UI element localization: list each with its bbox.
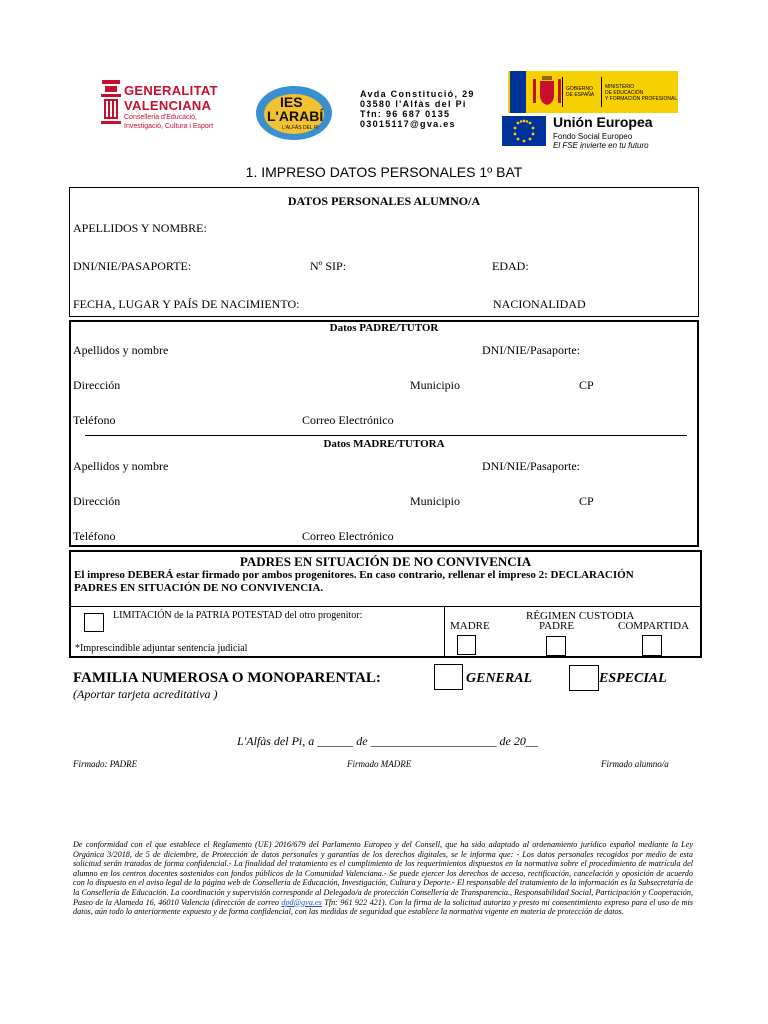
eu-sub1: Fondo Social Europeo xyxy=(553,132,633,141)
legal-notice xyxy=(73,840,693,917)
student-birth-label[interactable]: FECHA, LUGAR Y PAÍS DE NACIMIENTO: xyxy=(73,297,300,311)
gobierno-logo xyxy=(508,71,678,113)
father-address-label[interactable]: Dirección xyxy=(73,378,121,392)
father-cp-label[interactable]: CP xyxy=(579,378,594,392)
page-title: 1. IMPRESO DATOS PERSONALES 1º BAT xyxy=(245,164,523,180)
custodia-madre-label: MADRE xyxy=(450,620,490,632)
address-line: Avda Constitució, 29 xyxy=(360,89,475,99)
signature-madre: Firmado MADRE xyxy=(347,759,412,769)
father-phone-label[interactable]: Teléfono xyxy=(73,413,116,427)
address-line: Tfn: 96 687 0135 xyxy=(360,109,451,119)
student-nationality-label[interactable]: NACIONALIDAD xyxy=(493,297,586,311)
gov-separator xyxy=(562,77,563,107)
parents-divider xyxy=(85,435,687,436)
familia-note: (Aportar tarjeta acreditativa ) xyxy=(73,687,218,701)
gov-separator xyxy=(601,77,602,107)
student-dni-label[interactable]: DNI/NIE/PASAPORTE: xyxy=(73,259,192,273)
school-address xyxy=(360,89,475,129)
mother-name-label[interactable]: Apellidos y nombre xyxy=(73,459,169,473)
generalitat-logo xyxy=(80,60,236,128)
mother-cp-label[interactable]: CP xyxy=(579,494,594,508)
place-date-line[interactable]: L'Alfàs del Pi, a ______ de _____________________ de 20__ xyxy=(237,734,538,748)
student-sip-label[interactable]: Nº SIP: xyxy=(310,259,347,273)
regimen-label: RÉGIMEN CUSTODIA xyxy=(526,610,635,622)
no-convivencia-text-1: El impreso DEBERÁ estar firmado por ambos progenitores. En caso contrario, rellenar el impreso 2: DECLARACIÓN xyxy=(74,569,634,581)
father-email-label[interactable]: Correo Electrónico xyxy=(302,413,394,427)
custodia-compartida-checkbox[interactable] xyxy=(642,635,662,656)
legal-text-before: De conformidad con el que establece el Reglamento (UE) 2016/679 del Parlamento Europeo y del Consell, que ha sido adaptado al ordenamiento jurídico español mediante la Ley Orgánica 3/2018, de 5 de diciembre, de Protección de datos personales y garantías de los derechos digitales, se le informa que: - Los datos personales recogidos por medio de esta solicitud serán tratados de forma confidencial.- La finalidad del tratamiento es el cumplimiento de los requerimientos dispuestos en la normativa sobre el procedimiento de matrícula del alumno en los centros docentes sostenidos con fondos públicos de la Comunidad Valenciana.- Se puede ejercer los derechos de acceso, rectificación, cancelación y oposición de acuerdo con lo dispuesto en el aviso legal de la página web de Conselleria de Educación, Investigación, Cultura y Deporte.- El responsable del tratamiento de la información es la Subsecretaría de la Consellería de Educación. La coordinación y supervisión corresponde al Delegado/a de protección Consellería de Transparencia., Responsabilidad Social, Participación y Cooperación, Paseo de la Alameda 16, 46010 Valencia (dirección de correo xyxy=(73,840,693,907)
father-heading: Datos PADRE/TUTOR xyxy=(329,322,439,334)
gov-line2: DE ESPAÑA xyxy=(566,92,595,98)
coat-of-arms-icon xyxy=(532,75,562,109)
mother-address-label[interactable]: Dirección xyxy=(73,494,121,508)
address-line: 03580 l'Alfàs del Pi xyxy=(360,99,467,109)
ministry-line3: Y FORMACIÓN PROFESIONAL xyxy=(605,96,678,102)
address-line: 03015117@gva.es xyxy=(360,119,456,129)
ies-line2: L'ARABÍ xyxy=(267,108,324,124)
no-convivencia-divider xyxy=(71,606,700,607)
mother-heading: Datos MADRE/TUTORA xyxy=(323,438,445,450)
custodia-padre-label: PADRE xyxy=(539,620,575,632)
legal-text-after: Tfn: 961 922 421). Con la firma de la solicitud autorizo y presto mi consentimiento expreso para el uso de mis datos, aún todo lo anteriormente expuesto y de forma confidencial, con las medidas de seguridad que establece la normativa vigente en materia de protección de datos. xyxy=(73,897,693,917)
limitacion-checkbox[interactable] xyxy=(84,613,104,632)
father-dni-label[interactable]: DNI/NIE/Pasaporte: xyxy=(482,343,580,357)
student-heading: DATOS PERSONALES ALUMNO/A xyxy=(287,194,481,208)
gov-line1: GOBIERNO xyxy=(566,86,593,92)
sentencia-note: *Imprescindible adjuntar sentencia judicial xyxy=(75,643,248,654)
ies-sub: L'ALFÀS DEL PI xyxy=(282,125,319,131)
signature-padre: Firmado: PADRE xyxy=(73,759,138,769)
no-convivencia-vdivider xyxy=(444,606,445,656)
familia-general-label: GENERAL xyxy=(466,671,533,686)
familia-especial-label: ESPECIAL xyxy=(599,671,667,686)
familia-general-checkbox[interactable] xyxy=(434,664,463,690)
custodia-compartida-label: COMPARTIDA xyxy=(618,620,690,632)
familia-label: FAMILIA NUMEROSA O MONOPARENTAL: xyxy=(73,670,381,686)
eu-flag-icon xyxy=(502,116,546,146)
custodia-padre-checkbox[interactable] xyxy=(546,636,566,656)
eu-mini-flag xyxy=(510,71,526,113)
gv-sub2: Investigació, Cultura i Esport xyxy=(124,123,214,130)
no-convivencia-text-2: PADRES EN SITUACIÓN DE NO CONVIVENCIA. xyxy=(74,582,324,594)
ies-logo xyxy=(254,84,334,142)
familia-especial-checkbox[interactable] xyxy=(569,665,599,691)
no-convivencia-heading: PADRES EN SITUACIÓN DE NO CONVIVENCIA xyxy=(239,554,532,569)
gv-line2: VALENCIANA xyxy=(124,98,212,113)
signature-alumno: Firmado alumno/a xyxy=(601,759,669,769)
custodia-madre-checkbox[interactable] xyxy=(457,635,476,655)
father-town-label[interactable]: Municipio xyxy=(410,378,460,392)
eu-sub2: El FSE invierte en tu futuro xyxy=(553,141,649,150)
ministry-line1: MINISTERIO xyxy=(605,84,635,90)
ministry-line2: DE EDUCACIÓN xyxy=(605,90,644,96)
mother-town-label[interactable]: Municipio xyxy=(410,494,460,508)
mother-email-label[interactable]: Correo Electrónico xyxy=(302,529,394,543)
eu-title: Unión Europea xyxy=(553,114,653,130)
union-europea-logo xyxy=(502,114,678,152)
mother-phone-label[interactable]: Teléfono xyxy=(73,529,116,543)
father-name-label[interactable]: Apellidos y nombre xyxy=(73,343,169,357)
mother-dni-label[interactable]: DNI/NIE/Pasaporte: xyxy=(482,459,580,473)
limitacion-label: LIMITACIÓN de la PATRIA POTESTAD del otro progenitor: xyxy=(113,610,363,621)
generalitat-emblem-icon xyxy=(96,78,126,138)
dpd-email-link[interactable]: dpd@gva.es xyxy=(281,897,322,907)
gv-line1: GENERALITAT xyxy=(124,83,218,98)
student-age-label[interactable]: EDAD: xyxy=(492,259,529,273)
student-name-label[interactable]: APELLIDOS Y NOMBRE: xyxy=(73,221,207,235)
gv-sub1: Conselleria d'Educació, xyxy=(124,114,197,121)
ies-line1: IES xyxy=(280,94,303,110)
